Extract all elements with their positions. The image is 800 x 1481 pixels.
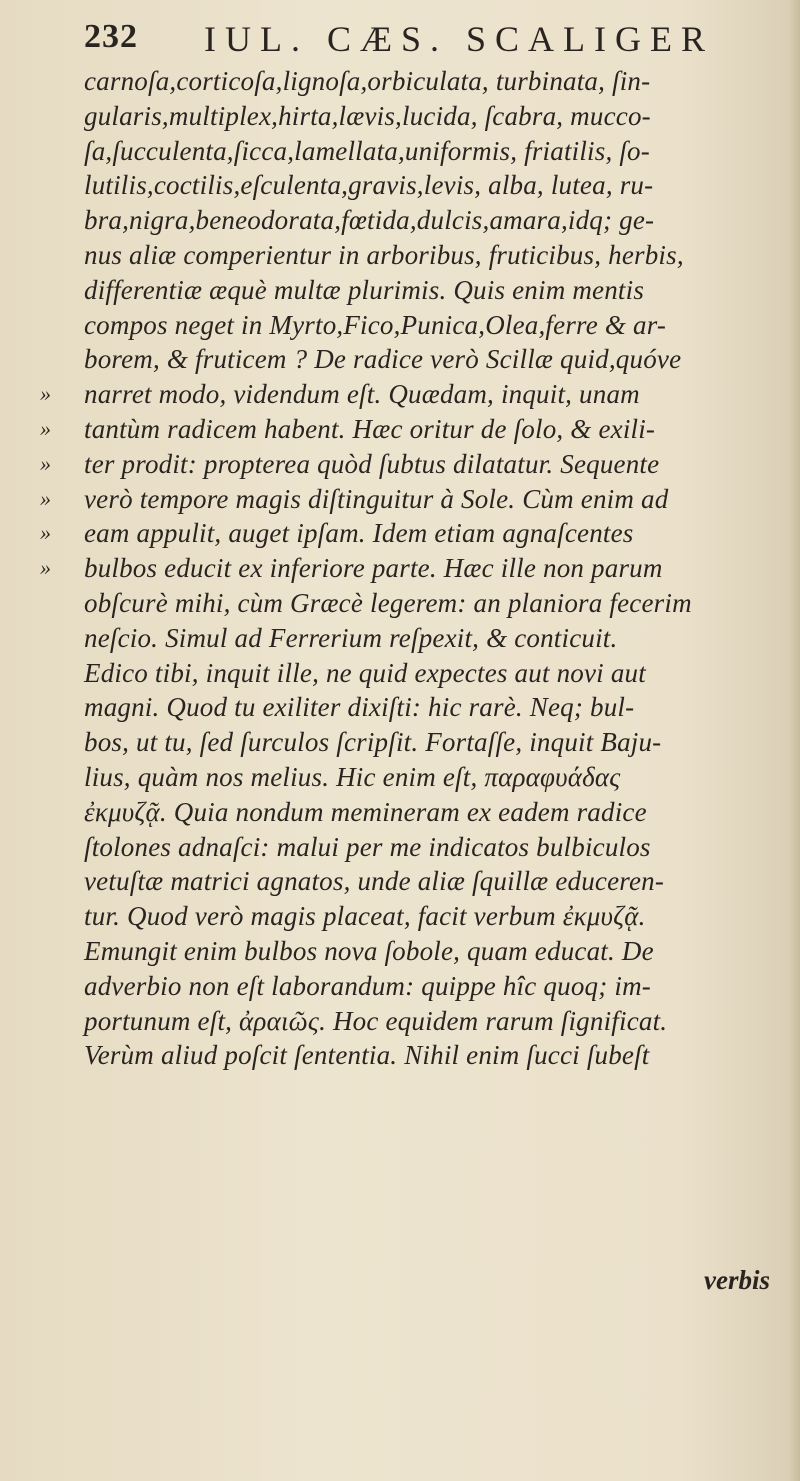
text-line [36, 310, 792, 345]
line-text: gularis,multiplex,hirta,lævis,lucida, ſcabra, mucco- [84, 100, 651, 131]
line-text: Edico tibi, inquit ille, ne quid expectes aut novi aut [84, 657, 646, 688]
text-line [36, 205, 792, 240]
text-line [36, 832, 792, 867]
line-text: eam appulit, auget ipſam. Idem etiam agnaſcentes [84, 518, 634, 549]
line-text: differentiæ æquè multæ plurimis. Quis enim mentis [84, 274, 645, 305]
text-line [36, 414, 792, 449]
line-text: portunum eſt, ἀραιῶς. Hoc equidem rarum ſignificat. [84, 1005, 668, 1036]
running-head [84, 18, 724, 64]
line-text: compos neget in Myrto,Fico,Punica,Olea,ferre & ar- [84, 309, 667, 340]
line-text: carnoſa,corticoſa,lignoſa,orbiculata, turbinata, ſin- [84, 66, 651, 96]
text-line [36, 101, 792, 136]
line-text: tur. Quod verò magis placeat, facit verbum ἐκμυζᾷ. [84, 901, 646, 932]
line-text: ἐκμυζᾷ. Quia nondum memineram ex eadem radice [84, 796, 647, 827]
body-text [36, 66, 792, 1075]
text-line [36, 66, 792, 101]
text-line [36, 379, 792, 414]
text-line [36, 518, 792, 553]
text-line [36, 692, 792, 727]
quotation-marker: » [40, 415, 51, 441]
line-text: nus aliæ comperientur in arboribus, fruticibus, herbis, [84, 239, 684, 270]
line-text: lius, quàm nos melius. Hic enim eſt, παραφυάδας [84, 761, 621, 792]
text-line [36, 866, 792, 901]
text-line [36, 240, 792, 275]
text-line [36, 136, 792, 171]
text-line [36, 658, 792, 693]
line-text: bulbos educit ex inferiore parte. Hæc ille non parum [84, 553, 663, 584]
running-title: IUL. CÆS. SCALIGER [204, 19, 715, 59]
line-text: borem, & fruticem ? De radice verò Scillæ quid,quóve [84, 344, 682, 375]
line-text: vetuſtæ matrici agnatos, unde aliæ ſquillæ educeren- [84, 866, 665, 897]
quotation-marker: » [40, 555, 51, 581]
line-text: ſtolones adnaſci: malui per me indicatos bulbiculos [84, 831, 651, 862]
line-text: obſcurè mihi, cùm Græcè legerem: an planiora fecerim [84, 587, 692, 618]
text-line [36, 797, 792, 832]
line-text: neſcio. Simul ad Ferrerium reſpexit, & conticuit. [84, 622, 618, 653]
line-text: bra,nigra,beneodorata,fœtida,dulcis,amara,idq; ge- [84, 205, 655, 236]
line-text: Verùm aliud poſcit ſententia. Nihil enim ſucci ſubeſt [84, 1040, 650, 1071]
text-line [36, 275, 792, 310]
text-line [36, 588, 792, 623]
text-line [36, 901, 792, 936]
quotation-marker: » [40, 520, 51, 546]
text-line [36, 344, 792, 379]
line-text: tantùm radicem habent. Hæc oritur de ſolo, & exili- [84, 413, 656, 444]
text-line [36, 623, 792, 658]
line-text: ſa,ſucculenta,ſicca,lamellata,uniformis, friatilis, ſo- [84, 135, 650, 166]
line-text: lutilis,coctilis,eſculenta,gravis,levis, alba, lutea, ru- [84, 170, 654, 201]
catchword: verbis [704, 1265, 770, 1295]
quotation-marker: » [40, 381, 51, 407]
line-text: verò tempore magis diſtinguitur à Sole. Cùm enim ad [84, 483, 669, 514]
text-line [36, 1006, 792, 1041]
text-line [36, 170, 792, 205]
line-text: ter prodit: propterea quòd ſubtus dilatatur. Sequente [84, 448, 660, 479]
text-line [36, 1040, 792, 1075]
text-line [36, 553, 792, 588]
text-line [36, 762, 792, 797]
line-text: narret modo, videndum eſt. Quædam, inquit, unam [84, 379, 640, 410]
line-text: adverbio non eſt laborandum: quippe hîc quoq; im- [84, 970, 651, 1001]
text-line [36, 449, 792, 484]
page-number: 232 [84, 18, 138, 55]
line-text: magni. Quod tu exiliter dixiſti: hic rarè. Neq; bul- [84, 692, 635, 723]
line-text: bos, ut tu, ſed ſurculos ſcripſit. Fortaſſe, inquit Baju- [84, 727, 662, 758]
quotation-marker: » [40, 485, 51, 511]
quotation-marker: » [40, 450, 51, 476]
text-line [36, 936, 792, 971]
text-line [36, 727, 792, 762]
text-line [36, 971, 792, 1006]
text-line [36, 484, 792, 519]
line-text: Emungit enim bulbos nova ſobole, quam educat. De [84, 935, 654, 966]
